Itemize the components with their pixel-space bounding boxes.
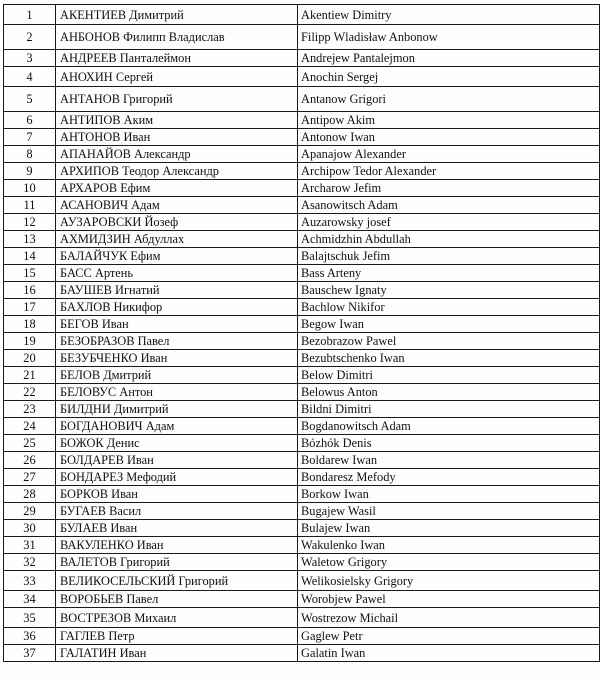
name-cyrillic: БУГАЕВ Васил	[56, 503, 298, 520]
table-row	[4, 608, 600, 628]
name-cyrillic: БЕЛОВ Дмитрий	[56, 367, 298, 384]
name-latin: Worobjew Pawel	[298, 591, 600, 608]
table-row	[4, 367, 600, 384]
name-list-body	[4, 5, 600, 662]
name-latin: Asanowitsch Adam	[298, 197, 600, 214]
name-cyrillic: АРХАРОВ Ефим	[56, 180, 298, 197]
row-number: 31	[4, 537, 56, 554]
name-cyrillic: АНБОНОВ Филипп Владислав	[56, 25, 298, 50]
table-row	[4, 214, 600, 231]
row-number: 14	[4, 248, 56, 265]
table-row	[4, 591, 600, 608]
table-row	[4, 316, 600, 333]
row-number: 32	[4, 554, 56, 571]
name-latin: Achmidzhin Abdullah	[298, 231, 600, 248]
name-cyrillic: АНТИПОВ Аким	[56, 112, 298, 129]
name-cyrillic: ВАКУЛЕНКО Иван	[56, 537, 298, 554]
table-row	[4, 554, 600, 571]
table-row	[4, 435, 600, 452]
row-number: 11	[4, 197, 56, 214]
name-latin: Bózhók Denis	[298, 435, 600, 452]
name-cyrillic: ГАГЛЕВ Петр	[56, 628, 298, 645]
table-row	[4, 248, 600, 265]
row-number: 13	[4, 231, 56, 248]
table-row	[4, 350, 600, 367]
table-row	[4, 418, 600, 435]
name-cyrillic: БЕГОВ Иван	[56, 316, 298, 333]
name-cyrillic: БУЛАЕВ Иван	[56, 520, 298, 537]
name-latin: Antanow Grigori	[298, 87, 600, 112]
name-latin: Bondaresz Mefody	[298, 469, 600, 486]
table-row	[4, 5, 600, 25]
table-row	[4, 231, 600, 248]
name-latin: Bass Arteny	[298, 265, 600, 282]
table-row	[4, 571, 600, 591]
name-latin: Gaglew Petr	[298, 628, 600, 645]
name-latin: Borkow Iwan	[298, 486, 600, 503]
row-number: 1	[4, 5, 56, 25]
name-latin: Bogdanowitsch Adam	[298, 418, 600, 435]
table-row	[4, 333, 600, 350]
name-cyrillic: БЕЗУБЧЕНКО Иван	[56, 350, 298, 367]
row-number: 8	[4, 146, 56, 163]
table-row	[4, 452, 600, 469]
row-number: 27	[4, 469, 56, 486]
row-number: 34	[4, 591, 56, 608]
row-number: 19	[4, 333, 56, 350]
name-cyrillic: БОЛДАРЕВ Иван	[56, 452, 298, 469]
row-number: 21	[4, 367, 56, 384]
name-latin: Bezobrazow Pawel	[298, 333, 600, 350]
name-cyrillic: БЕЗОБРАЗОВ Павел	[56, 333, 298, 350]
name-cyrillic: АРХИПОВ Теодор Александр	[56, 163, 298, 180]
name-latin: Bildni Dimitri	[298, 401, 600, 418]
name-latin: Andrejew Pantalejmon	[298, 50, 600, 67]
name-latin: Akentiew Dimitry	[298, 5, 600, 25]
row-number: 15	[4, 265, 56, 282]
row-number: 33	[4, 571, 56, 591]
name-cyrillic: БЕЛОВУС Антон	[56, 384, 298, 401]
name-latin: Bugajew Wasil	[298, 503, 600, 520]
name-latin: Belowus Anton	[298, 384, 600, 401]
name-cyrillic: ВОРОБЬЕВ Павел	[56, 591, 298, 608]
name-latin: Archarow Jefim	[298, 180, 600, 197]
row-number: 20	[4, 350, 56, 367]
table-row	[4, 486, 600, 503]
name-latin: Boldarew Iwan	[298, 452, 600, 469]
table-row	[4, 520, 600, 537]
document-page	[3, 0, 599, 681]
name-cyrillic: АНТАНОВ Григорий	[56, 87, 298, 112]
row-number: 29	[4, 503, 56, 520]
row-number: 16	[4, 282, 56, 299]
row-number: 18	[4, 316, 56, 333]
name-cyrillic: БОЖОК Денис	[56, 435, 298, 452]
row-number: 36	[4, 628, 56, 645]
name-cyrillic: АНДРЕЕВ Панталеймон	[56, 50, 298, 67]
table-row	[4, 282, 600, 299]
table-row	[4, 163, 600, 180]
name-cyrillic: ГАЛАТИН Иван	[56, 645, 298, 662]
row-number: 9	[4, 163, 56, 180]
name-list-table	[3, 4, 600, 662]
name-cyrillic: БАЛАЙЧУК Ефим	[56, 248, 298, 265]
name-cyrillic: БАУШЕВ Игнатий	[56, 282, 298, 299]
name-latin: Below Dimitri	[298, 367, 600, 384]
table-row	[4, 628, 600, 645]
name-latin: Bulajew Iwan	[298, 520, 600, 537]
name-latin: Galatin Iwan	[298, 645, 600, 662]
table-row	[4, 384, 600, 401]
table-row	[4, 401, 600, 418]
table-row	[4, 112, 600, 129]
row-number: 25	[4, 435, 56, 452]
row-number: 12	[4, 214, 56, 231]
name-cyrillic: БОГДАНОВИЧ Адам	[56, 418, 298, 435]
name-latin: Wakulenko Iwan	[298, 537, 600, 554]
row-number: 22	[4, 384, 56, 401]
name-cyrillic: ВЕЛИКОСЕЛЬСКИЙ Григорий	[56, 571, 298, 591]
name-cyrillic: ВОСТРЕЗОВ Михаил	[56, 608, 298, 628]
name-latin: Welikosielsky Grigory	[298, 571, 600, 591]
table-row	[4, 503, 600, 520]
name-cyrillic: АКЕНТИЕВ Димитрий	[56, 5, 298, 25]
table-row	[4, 50, 600, 67]
name-cyrillic: АПАНАЙОВ Александр	[56, 146, 298, 163]
row-number: 3	[4, 50, 56, 67]
row-number: 37	[4, 645, 56, 662]
row-number: 17	[4, 299, 56, 316]
name-cyrillic: АУЗАРОВСКИ Йозеф	[56, 214, 298, 231]
row-number: 26	[4, 452, 56, 469]
row-number: 10	[4, 180, 56, 197]
name-latin: Bachlow Nikifor	[298, 299, 600, 316]
table-row	[4, 197, 600, 214]
name-cyrillic: АХМИДЗИН Абдуллах	[56, 231, 298, 248]
table-row	[4, 87, 600, 112]
row-number: 4	[4, 67, 56, 87]
name-latin: Auzarowsky josef	[298, 214, 600, 231]
row-number: 2	[4, 25, 56, 50]
row-number: 35	[4, 608, 56, 628]
name-latin: Bezubtschenko Iwan	[298, 350, 600, 367]
name-latin: Balajtschuk Jefim	[298, 248, 600, 265]
name-cyrillic: БАХЛОВ Никифор	[56, 299, 298, 316]
name-latin: Apanajow Alexander	[298, 146, 600, 163]
table-row	[4, 265, 600, 282]
name-cyrillic: БОНДАРЕЗ Мефодий	[56, 469, 298, 486]
row-number: 28	[4, 486, 56, 503]
name-latin: Begow Iwan	[298, 316, 600, 333]
name-cyrillic: БОРКОВ Иван	[56, 486, 298, 503]
table-row	[4, 469, 600, 486]
name-cyrillic: ВАЛЕТОВ Григорий	[56, 554, 298, 571]
name-latin: Wostrezow Michail	[298, 608, 600, 628]
table-row	[4, 180, 600, 197]
row-number: 7	[4, 129, 56, 146]
table-row	[4, 146, 600, 163]
name-latin: Anochin Sergej	[298, 67, 600, 87]
name-latin: Bauschew Ignaty	[298, 282, 600, 299]
name-cyrillic: БАСС Артень	[56, 265, 298, 282]
row-number: 5	[4, 87, 56, 112]
name-latin: Archipow Tedor Alexander	[298, 163, 600, 180]
name-latin: Filipp Wladisław Anbonow	[298, 25, 600, 50]
table-row	[4, 25, 600, 50]
row-number: 23	[4, 401, 56, 418]
name-latin: Antipow Akim	[298, 112, 600, 129]
table-row	[4, 299, 600, 316]
name-cyrillic: БИЛДНИ Димитрий	[56, 401, 298, 418]
name-cyrillic: АНТОНОВ Иван	[56, 129, 298, 146]
name-cyrillic: АСАНОВИЧ Адам	[56, 197, 298, 214]
table-row	[4, 67, 600, 87]
name-latin: Antonow Iwan	[298, 129, 600, 146]
name-cyrillic: АНОХИН Сергей	[56, 67, 298, 87]
row-number: 24	[4, 418, 56, 435]
name-latin: Waletow Grigory	[298, 554, 600, 571]
table-row	[4, 645, 600, 662]
table-row	[4, 129, 600, 146]
row-number: 30	[4, 520, 56, 537]
row-number: 6	[4, 112, 56, 129]
table-row	[4, 537, 600, 554]
